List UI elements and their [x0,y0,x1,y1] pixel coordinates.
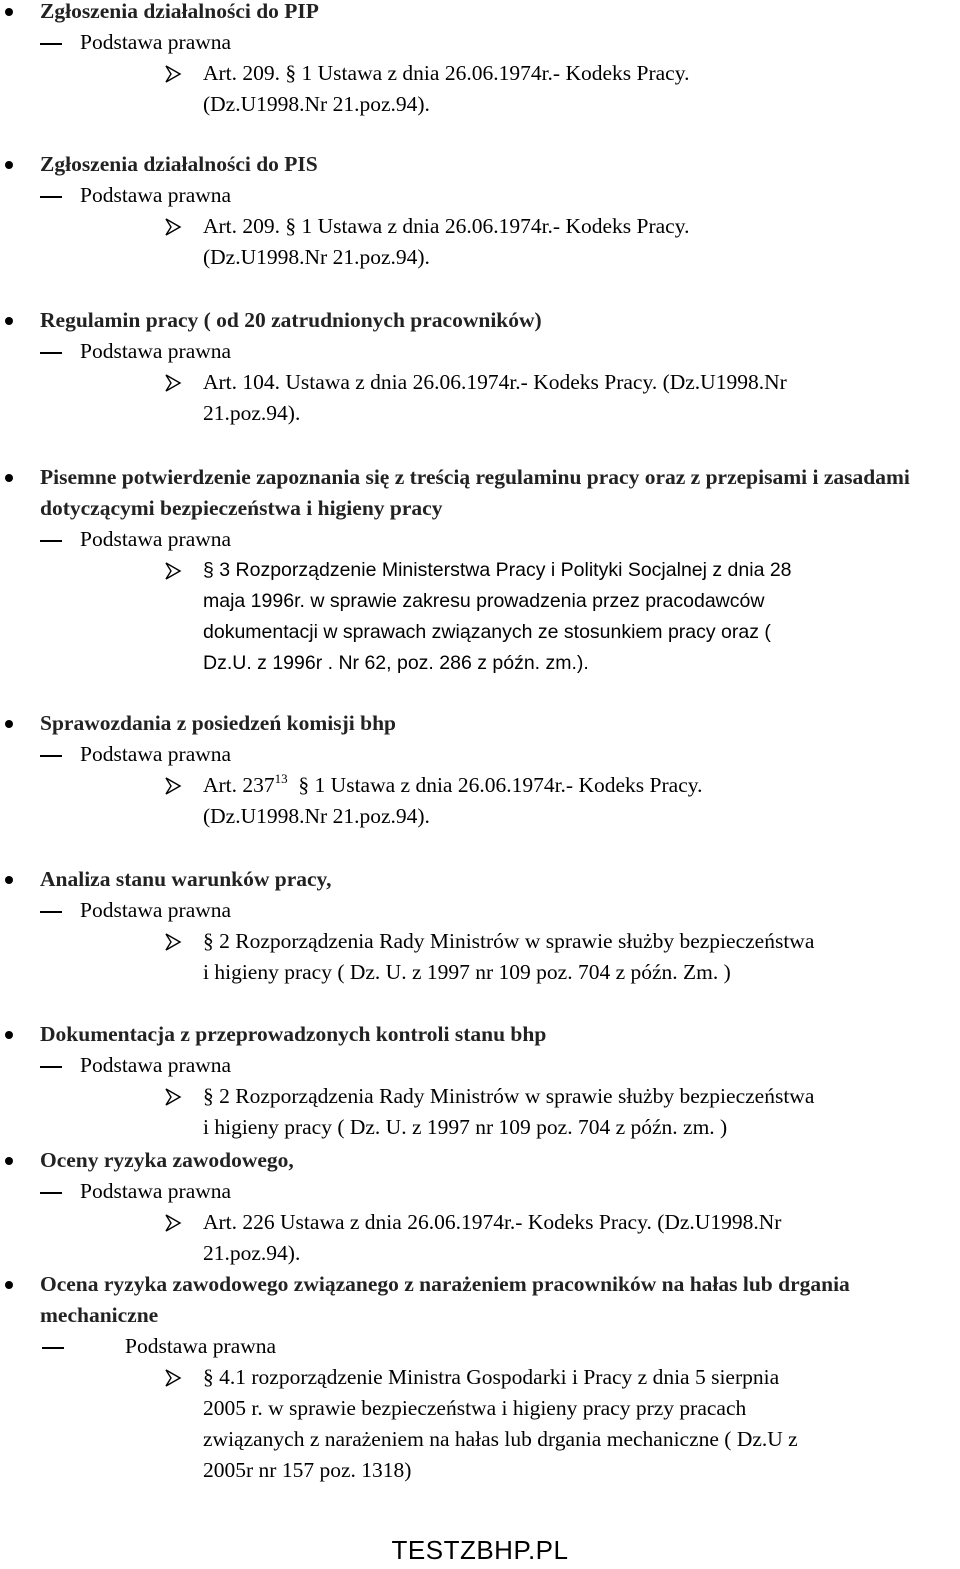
legal-reference [0,1081,960,1143]
dash-icon [40,1192,62,1194]
legal-basis-label-row [0,895,960,926]
bullet-icon [5,161,13,169]
legal-reference [0,926,960,988]
reference-line: (Dz.U1998.Nr 21.poz.94). [203,92,430,116]
dash-icon [40,755,62,757]
bullet-icon [5,720,13,728]
dash-icon [40,540,62,542]
reference-line: 2005r nr 157 poz. 1318) [203,1458,412,1482]
dash-icon [40,196,62,198]
bullet-icon [5,317,13,325]
arrow-bullet-icon [163,373,183,393]
reference-line: maja 1996r. w sprawie zakresu prowadzenia przez pracodawców [203,590,765,612]
reference-line: i higieny pracy ( Dz. U. z 1997 nr 109 poz. 704 z późn. Zm. ) [203,960,731,984]
dash-icon [40,911,62,913]
section-work-conditions-analysis [0,864,960,988]
arrow-bullet-icon [163,64,183,84]
arrow-bullet-icon [163,561,183,581]
section-heading [0,1269,960,1331]
bullet-icon [5,876,13,884]
section-heading [0,305,960,336]
arrow-bullet-icon [163,1368,183,1388]
reference-line: § 4.1 rozporządzenie Ministra Gospodarki i Pracy z dnia 5 sierpnia [203,1365,780,1389]
reference-line: (Dz.U1998.Nr 21.poz.94). [203,245,430,269]
section-heading [0,1145,960,1176]
legal-basis-label-row [0,1176,960,1207]
legal-reference [0,211,960,273]
dash-icon [42,1347,64,1349]
section-work-regulations [0,305,960,429]
section-title: Zgłoszenia działalności do PIS [40,152,318,176]
section-heading [0,1019,960,1050]
legal-basis-label: Podstawa prawna [80,898,232,922]
reference-line: i higieny pracy ( Dz. U. z 1997 nr 109 poz. 704 z późn. zm. ) [203,1115,728,1139]
article-number: Art. 237 [203,773,275,797]
legal-basis-label: Podstawa prawna [80,1179,232,1203]
legal-reference [0,367,960,429]
dash-icon [40,43,62,45]
section-title: Pisemne potwierdzenie zapoznania się z treścią regulaminu pracy oraz z przepisami i zasadami dotyczącymi bezpieczeństwa i higieny pracy [40,465,910,520]
footer-watermark: TESTZBHP.PL [391,1535,569,1565]
article-rest: § 1 Ustawa z dnia 26.06.1974r.- Kodeks Pracy. [298,773,703,797]
bullet-icon [5,474,13,482]
legal-reference [0,1207,960,1269]
section-bhp-inspection-documentation [0,1019,960,1143]
legal-reference [0,1362,960,1486]
legal-basis-label-row [0,1050,960,1081]
bullet-icon [5,8,13,16]
section-title: Dokumentacja z przeprowadzonych kontroli stanu bhp [40,1022,547,1046]
legal-basis-label: Podstawa prawna [125,1334,277,1358]
section-title: Ocena ryzyka zawodowego związanego z narażeniem pracowników na hałas lub drgania mechaniczne [40,1272,850,1327]
legal-basis-label-row [0,180,960,211]
reference-line [203,770,960,801]
legal-reference [0,770,960,832]
section-regulations-acknowledgement [0,462,940,679]
section-occupational-risk [0,1145,960,1269]
legal-reference [0,555,940,679]
section-pip-notification [0,0,960,120]
legal-basis-label: Podstawa prawna [80,30,232,54]
section-heading [0,462,940,524]
legal-basis-label: Podstawa prawna [80,527,232,551]
legal-basis-label: Podstawa prawna [80,742,232,766]
arrow-bullet-icon [163,217,183,237]
legal-basis-label: Podstawa prawna [80,1053,232,1077]
dash-icon [40,352,62,354]
section-title: Analiza stanu warunków pracy, [40,867,332,891]
section-heading [0,149,960,180]
section-title: Sprawozdania z posiedzeń komisji bhp [40,711,397,735]
section-title: Regulamin pracy ( od 20 zatrudnionych pracowników) [40,308,542,332]
reference-line: 21.poz.94). [203,401,301,425]
legal-basis-label-row [0,1331,960,1362]
section-heading [0,864,960,895]
reference-line: Dz.U. z 1996r . Nr 62, poz. 286 z późn. zm.). [203,652,589,674]
reference-line: dokumentacji w sprawach związanych ze stosunkiem pracy oraz ( [203,621,771,643]
reference-line: (Dz.U1998.Nr 21.poz.94). [203,804,430,828]
reference-line: § 2 Rozporządzenia Rady Ministrów w sprawie służby bezpieczeństwa [203,929,815,953]
section-bhp-committee-reports [0,708,960,832]
legal-basis-label-row [0,739,960,770]
reference-line: 21.poz.94). [203,1241,301,1265]
reference-line: związanych z narażeniem na hałas lub drgania mechaniczne ( Dz.U z [203,1427,798,1451]
legal-basis-label-row [0,27,960,58]
reference-line: Art. 226 Ustawa z dnia 26.06.1974r.- Kodeks Pracy. (Dz.U1998.Nr [203,1210,782,1234]
arrow-bullet-icon [163,932,183,952]
section-noise-vibration-risk [0,1269,960,1486]
reference-line: § 3 Rozporządzenie Ministerstwa Pracy i Polityki Socjalnej z dnia 28 [203,559,792,581]
section-pis-notification [0,149,960,273]
reference-line: 2005 r. w sprawie bezpieczeństwa i higieny pracy przy pracach [203,1396,747,1420]
section-title: Zgłoszenia działalności do PIP [40,0,319,23]
dash-icon [40,1066,62,1068]
section-heading [0,0,960,27]
arrow-bullet-icon [163,1087,183,1107]
section-heading [0,708,960,739]
arrow-bullet-icon [163,1213,183,1233]
bullet-icon [5,1031,13,1039]
article-superscript: 13 [274,771,288,786]
section-title: Oceny ryzyka zawodowego, [40,1148,294,1172]
reference-line: Art. 104. Ustawa z dnia 26.06.1974r.- Kodeks Pracy. (Dz.U1998.Nr [203,370,787,394]
legal-basis-label-row [0,524,940,555]
reference-line: Art. 209. § 1 Ustawa z dnia 26.06.1974r.- Kodeks Pracy. [203,61,690,85]
arrow-bullet-icon [163,776,183,796]
reference-line: Art. 209. § 1 Ustawa z dnia 26.06.1974r.- Kodeks Pracy. [203,214,690,238]
legal-basis-label: Podstawa prawna [80,183,232,207]
bullet-icon [5,1281,13,1289]
reference-line: § 2 Rozporządzenia Rady Ministrów w sprawie służby bezpieczeństwa [203,1084,815,1108]
bullet-icon [5,1157,13,1165]
legal-reference [0,58,960,120]
legal-basis-label: Podstawa prawna [80,339,232,363]
legal-basis-label-row [0,336,960,367]
